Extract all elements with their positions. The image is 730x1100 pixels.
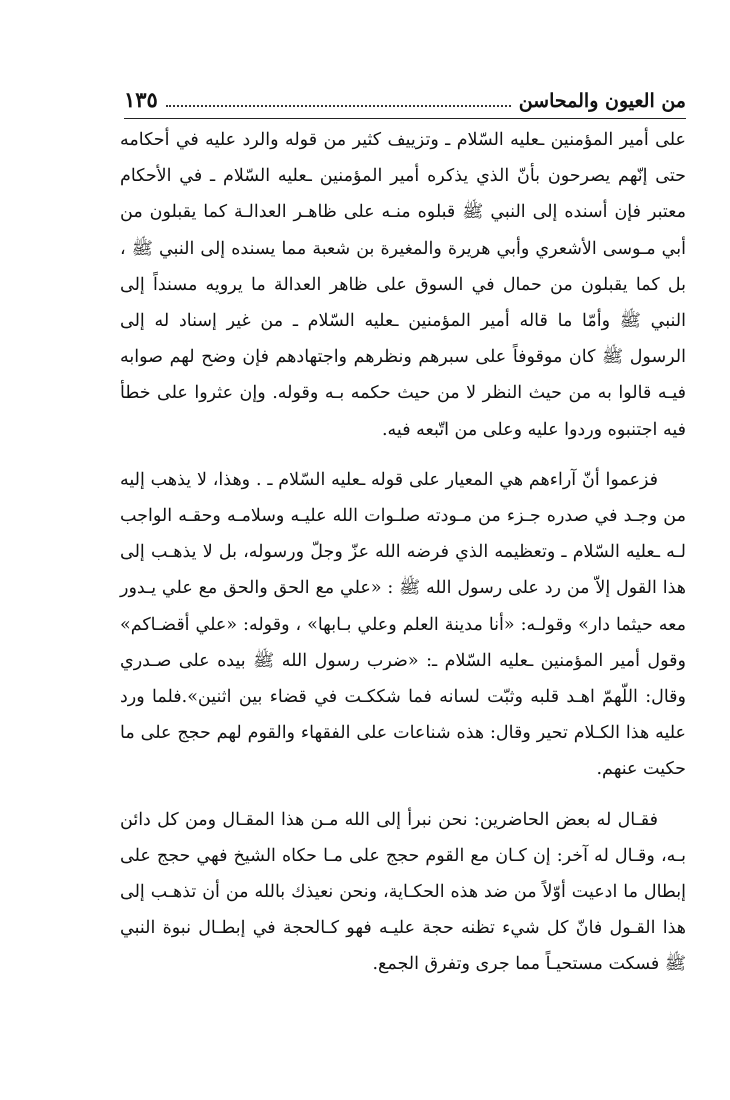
dotted-leader (166, 105, 511, 107)
paragraph: فزعموا أنّ آراءهم هي المعيار على قوله ـعليه السّلام ـ . وهذا، لا يذهب إليه من وجـد في صدره جـزء من مـودته صلـوات الله عليـه وسلامـه وحقـه الواجب لـه ـعليه السّلام ـ وتعظيمه الذي فرضه الله عزّ وجلّ ورسوله، بل لا يذهـب إلى هذا القول إلاّ من رد على رسول الله ﷺ : «علي مع الحق والحق مع علي يـدور معه حيثما دار» وقولـه: «أنا مدينة العلم وعلي بـابها» ، وقوله: «علي أقضـاكم» وقول أمير المؤمنين ـعليه السّلام ـ: «ضرب رسول الله ﷺ بيده على صـدري وقال: اللّهمّ اهـد قلبه وثبّت لسانه فما شككـت في قضاء بين اثنين».فلما ورد عليه هذا الكـلام تحير وقال: هذه شناعات على الفقهاء والقوم لهم حجج على ما حكيت عنهم. (120, 469, 686, 780)
running-header (124, 76, 686, 119)
body-text (120, 122, 686, 997)
running-title: من العيون والمحاسن (518, 90, 686, 112)
page-number: ١٣٥ (124, 87, 158, 112)
paragraph: على أمير المؤمنين ـعليه السّلام ـ وتزييف كثير من قوله والرد عليه في أحكامه حتى إنّهم يصرحون بأنّ الذي يذكره أمير المؤمنين ـعليه السّلام ـ في الأحكام معتبر فإن أسنده إلى النبي ﷺ قبلوه منـه على ظاهـر العدالـة كما يقبلون من أبي مـوسى الأشعري وأبي هريرة والمغيرة بن شعبة مما يسنده إلى النبي ﷺ ، بل كما يقبلون من حمال في السوق على ظاهر العدالة ما يرويه مسنداً إلى النبي ﷺ وأمّا ما قاله أمير المؤمنين ـعليه السّلام ـ من غير إسناد له إلى الرسول ﷺ كان موقوفاً على سبرهم ونظرهم واجتهادهم فإن وضح لهم صوابه فيـه قالوا به من حيث النظر لا من حيث حكمه بـه وقوله. وإن عثروا على خطأ فيه اجتنبوه وردوا عليه وعلى من اتّبعه فيه. (120, 130, 686, 440)
paragraph: فقـال له بعض الحاضرين: نحن نبرأ إلى الله مـن هذا المقـال ومن كل دائن بـه، وقـال له آخر: إن كـان مع القوم حجج على مـا حكاه الشيخ فهي حجج على إبطال ما ادعيت أوّلاً من ضد هذه الحكـاية، ونحن نعيذك بالله من أن تذهـب إلى هذا القـول فانّ كل شيء تظنه حجة عليـه فهو كـالحجة في إبطـال نبوة النبي ﷺ فسكت مستحيـاً مما جرى وتفرق الجمع. (120, 809, 686, 975)
